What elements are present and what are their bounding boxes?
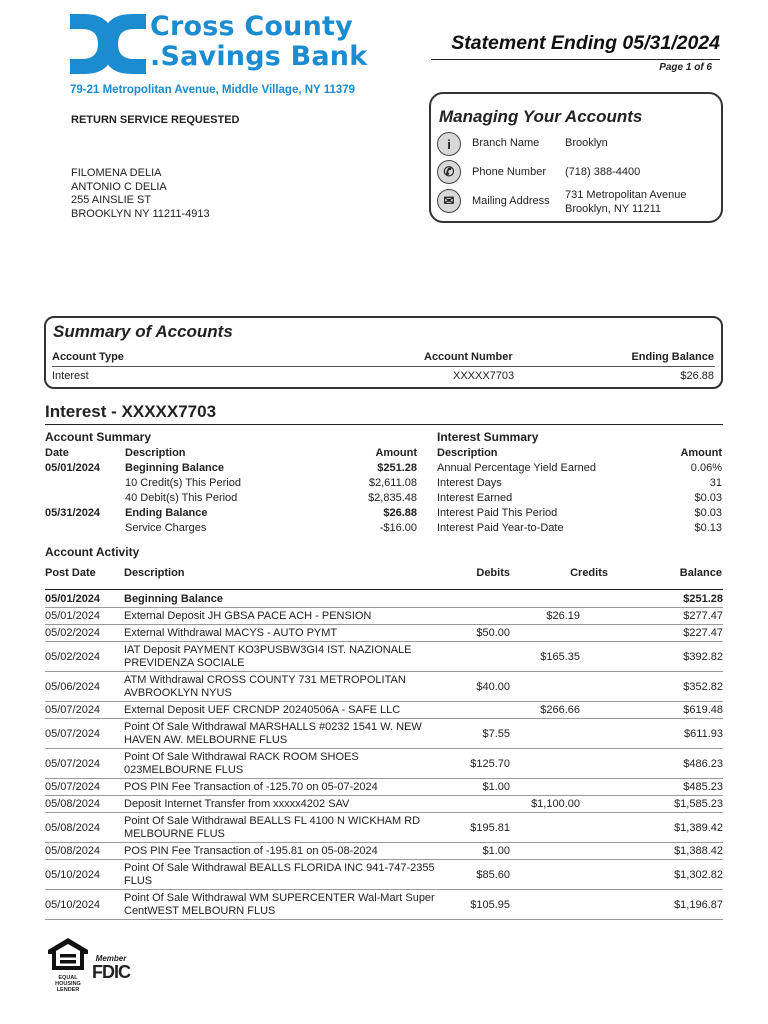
- interest-amount: $0.03: [694, 492, 722, 504]
- activity-description: IAT Deposit PAYMENT KO3PUSBW3GI4 IST. NAZIONALE PREVIDENZA SOCIALE: [124, 644, 412, 669]
- activity-description: Point Of Sale Withdrawal MARSHALLS #0232 1541 W. NEW HAVEN AW. MELBOURNE FLUS: [124, 721, 422, 746]
- customer-line: FILOMENA DELIA: [71, 167, 162, 179]
- interest-amount: $0.13: [694, 522, 722, 534]
- summary-header-type: Account Type: [52, 351, 124, 363]
- account-title: Interest - XXXXX7703: [45, 402, 217, 421]
- activity-date: 05/10/2024: [45, 899, 101, 911]
- customer-line: ANTONIO C DELIA: [71, 180, 167, 193]
- activity-balance: $1,196.87: [674, 899, 723, 911]
- activity-debit: $195.81: [470, 822, 510, 834]
- activity-balance: $251.28: [683, 593, 723, 605]
- acct-summary-amount: $251.28: [377, 462, 417, 474]
- activity-debit: $85.60: [476, 869, 510, 881]
- mailing-address-line2: Brooklyn, NY 11211: [565, 202, 662, 215]
- acct-summary-desc: 40 Debit(s) This Period: [125, 492, 238, 504]
- acct-summary-date: 05/31/2024: [45, 507, 101, 519]
- activity-credit: $1,100.00: [531, 798, 580, 810]
- branch-name-value: Brooklyn: [565, 137, 608, 149]
- activity-row: [45, 672, 723, 702]
- interest-desc: Interest Paid Year-to-Date: [437, 522, 564, 534]
- activity-date: 05/08/2024: [45, 798, 101, 810]
- summary-header-number: Account Number: [424, 351, 513, 363]
- fdic-logo: [92, 954, 130, 981]
- summary-header-balance: Ending Balance: [631, 351, 714, 363]
- activity-credit: $266.66: [540, 704, 580, 716]
- phone-number-value: (718) 388-4400: [565, 166, 641, 178]
- activity-row: [45, 719, 723, 749]
- activity-description: POS PIN Fee Transaction of -125.70 on 05-07-2024: [124, 781, 378, 793]
- activity-header-balance: Balance: [679, 567, 722, 579]
- page-number: Page 1 of 6: [659, 62, 712, 73]
- activity-balance: $486.23: [683, 758, 723, 770]
- activity-date: 05/07/2024: [45, 781, 101, 793]
- activity-balance: $392.82: [683, 651, 723, 663]
- mailing-address-value: [565, 189, 687, 216]
- activity-description: External Deposit JH GBSA PACE ACH - PENSION: [124, 610, 372, 622]
- activity-date: 05/07/2024: [45, 704, 101, 716]
- summary-ending-balance: $26.88: [680, 370, 714, 382]
- mailbox-icon: ✉: [437, 189, 461, 213]
- activity-credit: $165.35: [540, 651, 580, 663]
- activity-balance: $1,389.42: [674, 822, 723, 834]
- activity-balance: $1,585.23: [674, 798, 723, 810]
- mailing-address-label: Mailing Address: [472, 195, 550, 207]
- activity-description: Point Of Sale Withdrawal BEALLS FLORIDA INC 941-747-2355 FLUS: [124, 862, 435, 887]
- activity-row: [45, 890, 723, 920]
- activity-header-credits: Credits: [570, 567, 608, 579]
- acct-summary-amount: $2,835.48: [368, 492, 417, 504]
- activity-balance: $485.23: [683, 781, 723, 793]
- fdic-word: FDIC: [92, 962, 130, 982]
- activity-header-rule: [45, 589, 723, 590]
- interest-header-desc: Description: [437, 447, 498, 459]
- activity-row: [45, 625, 723, 642]
- summary-account-type: Interest: [52, 370, 89, 382]
- interest-desc: Annual Percentage Yield Earned: [437, 462, 597, 474]
- activity-header-desc: Description: [124, 567, 185, 579]
- return-service: RETURN SERVICE REQUESTED: [71, 114, 240, 126]
- activity-balance: $619.48: [683, 704, 723, 716]
- bank-logo-mark: [70, 14, 146, 74]
- activity-date: 05/07/2024: [45, 758, 101, 770]
- acct-summary-amount: -$16.00: [379, 522, 417, 534]
- activity-row: [45, 813, 723, 843]
- activity-header-debits: Debits: [476, 567, 510, 579]
- activity-balance: $352.82: [683, 681, 723, 693]
- activity-row: [45, 749, 723, 779]
- account-title-rule: [45, 424, 723, 425]
- activity-description: POS PIN Fee Transaction of -195.81 on 05-08-2024: [124, 845, 378, 857]
- acct-summary-amount: $2,611.08: [368, 477, 417, 489]
- interest-desc: Interest Earned: [437, 492, 513, 504]
- activity-date: 05/07/2024: [45, 728, 101, 740]
- activity-description: External Deposit UEF CRCNDP 20240506A - SAFE LLC: [124, 704, 401, 716]
- managing-accounts-title: Managing Your Accounts: [439, 107, 643, 126]
- activity-debit: $50.00: [476, 627, 510, 639]
- activity-credit: $26.19: [546, 610, 580, 622]
- activity-debit: $105.95: [470, 899, 510, 911]
- activity-date: 05/06/2024: [45, 681, 101, 693]
- acct-summary-desc: Service Charges: [125, 522, 207, 534]
- customer-line: 255 AINSLIE ST: [71, 194, 152, 206]
- summary-account-number: XXXXX7703: [453, 370, 515, 382]
- interest-summary-title: Interest Summary: [437, 430, 539, 444]
- bank-address: 79-21 Metropolitan Avenue, Middle Village, NY 11379: [70, 84, 356, 96]
- customer-line: BROOKLYN NY 11211-4913: [71, 207, 210, 220]
- activity-row: [45, 796, 723, 813]
- activity-date: 05/10/2024: [45, 869, 101, 881]
- activity-description: Point Of Sale Withdrawal BEALLS FL 4100 N WICKHAM RD MELBOURNE FLUS: [124, 815, 421, 840]
- activity-debit: $40.00: [476, 681, 510, 693]
- bank-name-line1: Cross County: [150, 11, 353, 42]
- acct-summary-desc: 10 Credit(s) This Period: [125, 477, 241, 489]
- activity-description: ATM Withdrawal CROSS COUNTY 731 METROPOLITAN AVBROOKLYN NYUS: [124, 674, 406, 699]
- acct-summary-amount: $26.88: [383, 507, 417, 519]
- activity-description: External Withdrawal MACYS - AUTO PYMT: [124, 627, 338, 639]
- activity-balance: $277.47: [683, 610, 723, 622]
- mailing-address-line1: 731 Metropolitan Avenue: [565, 189, 687, 201]
- activity-date: 05/01/2024: [45, 610, 101, 622]
- eho-text: EQUAL HOUSING LENDER: [55, 975, 81, 993]
- activity-row: [45, 608, 723, 625]
- activity-description: Beginning Balance: [124, 593, 224, 605]
- bank-name: [150, 12, 367, 72]
- activity-description: Point Of Sale Withdrawal RACK ROOM SHOES 023MELBOURNE FLUS: [124, 751, 359, 776]
- info-icon: i: [437, 132, 461, 156]
- summary-divider: [52, 366, 715, 367]
- activity-date: 05/08/2024: [45, 845, 101, 857]
- acct-summary-desc: Ending Balance: [125, 507, 208, 519]
- activity-row: [45, 860, 723, 890]
- customer-address: [71, 167, 210, 221]
- activity-balance: $1,302.82: [674, 869, 723, 881]
- acct-summary-header-desc: Description: [125, 447, 186, 459]
- phone-number-label: Phone Number: [472, 166, 546, 178]
- activity-date: 05/02/2024: [45, 627, 101, 639]
- activity-debit: $7.55: [482, 728, 510, 740]
- interest-amount: $0.03: [694, 507, 722, 519]
- interest-desc: Interest Paid This Period: [437, 507, 558, 519]
- activity-row: [45, 779, 723, 796]
- activity-row: [45, 702, 723, 719]
- summary-title: Summary of Accounts: [53, 322, 233, 341]
- activity-date: 05/08/2024: [45, 822, 101, 834]
- activity-header-date: Post Date: [45, 567, 96, 579]
- activity-description: Deposit Internet Transfer from xxxxx4202 SAV: [124, 798, 350, 810]
- phone-icon: ✆: [437, 160, 461, 184]
- account-activity-title: Account Activity: [45, 545, 140, 559]
- activity-debit: $1.00: [482, 845, 510, 857]
- interest-desc: Interest Days: [437, 477, 502, 489]
- acct-summary-header-date: Date: [45, 447, 69, 459]
- acct-summary-desc: Beginning Balance: [125, 462, 225, 474]
- activity-balance: $227.47: [683, 627, 723, 639]
- fdic-member-text: Member: [95, 954, 127, 963]
- activity-row: [45, 591, 723, 608]
- acct-summary-header-amount: Amount: [375, 447, 417, 459]
- activity-balance: $1,388.42: [674, 845, 723, 857]
- activity-balance: $611.93: [684, 728, 723, 740]
- interest-header-amount: Amount: [680, 447, 722, 459]
- interest-amount: 0.06%: [690, 462, 722, 474]
- acct-summary-date: 05/01/2024: [45, 462, 101, 474]
- activity-row: [45, 642, 723, 672]
- bank-name-line2: .Savings Bank: [150, 41, 368, 72]
- activity-debit: $1.00: [482, 781, 510, 793]
- account-summary-title: Account Summary: [45, 430, 152, 444]
- activity-description: Point Of Sale Withdrawal WM SUPERCENTER Wal-Mart Super CentWEST MELBOURN FLUS: [124, 892, 435, 917]
- statement-title: Statement Ending 05/31/2024: [431, 32, 720, 60]
- branch-name-label: Branch Name: [472, 137, 540, 149]
- activity-debit: $125.70: [470, 758, 510, 770]
- activity-date: 05/01/2024: [45, 593, 101, 605]
- interest-amount: 31: [709, 477, 722, 489]
- activity-date: 05/02/2024: [45, 651, 101, 663]
- activity-row: [45, 843, 723, 860]
